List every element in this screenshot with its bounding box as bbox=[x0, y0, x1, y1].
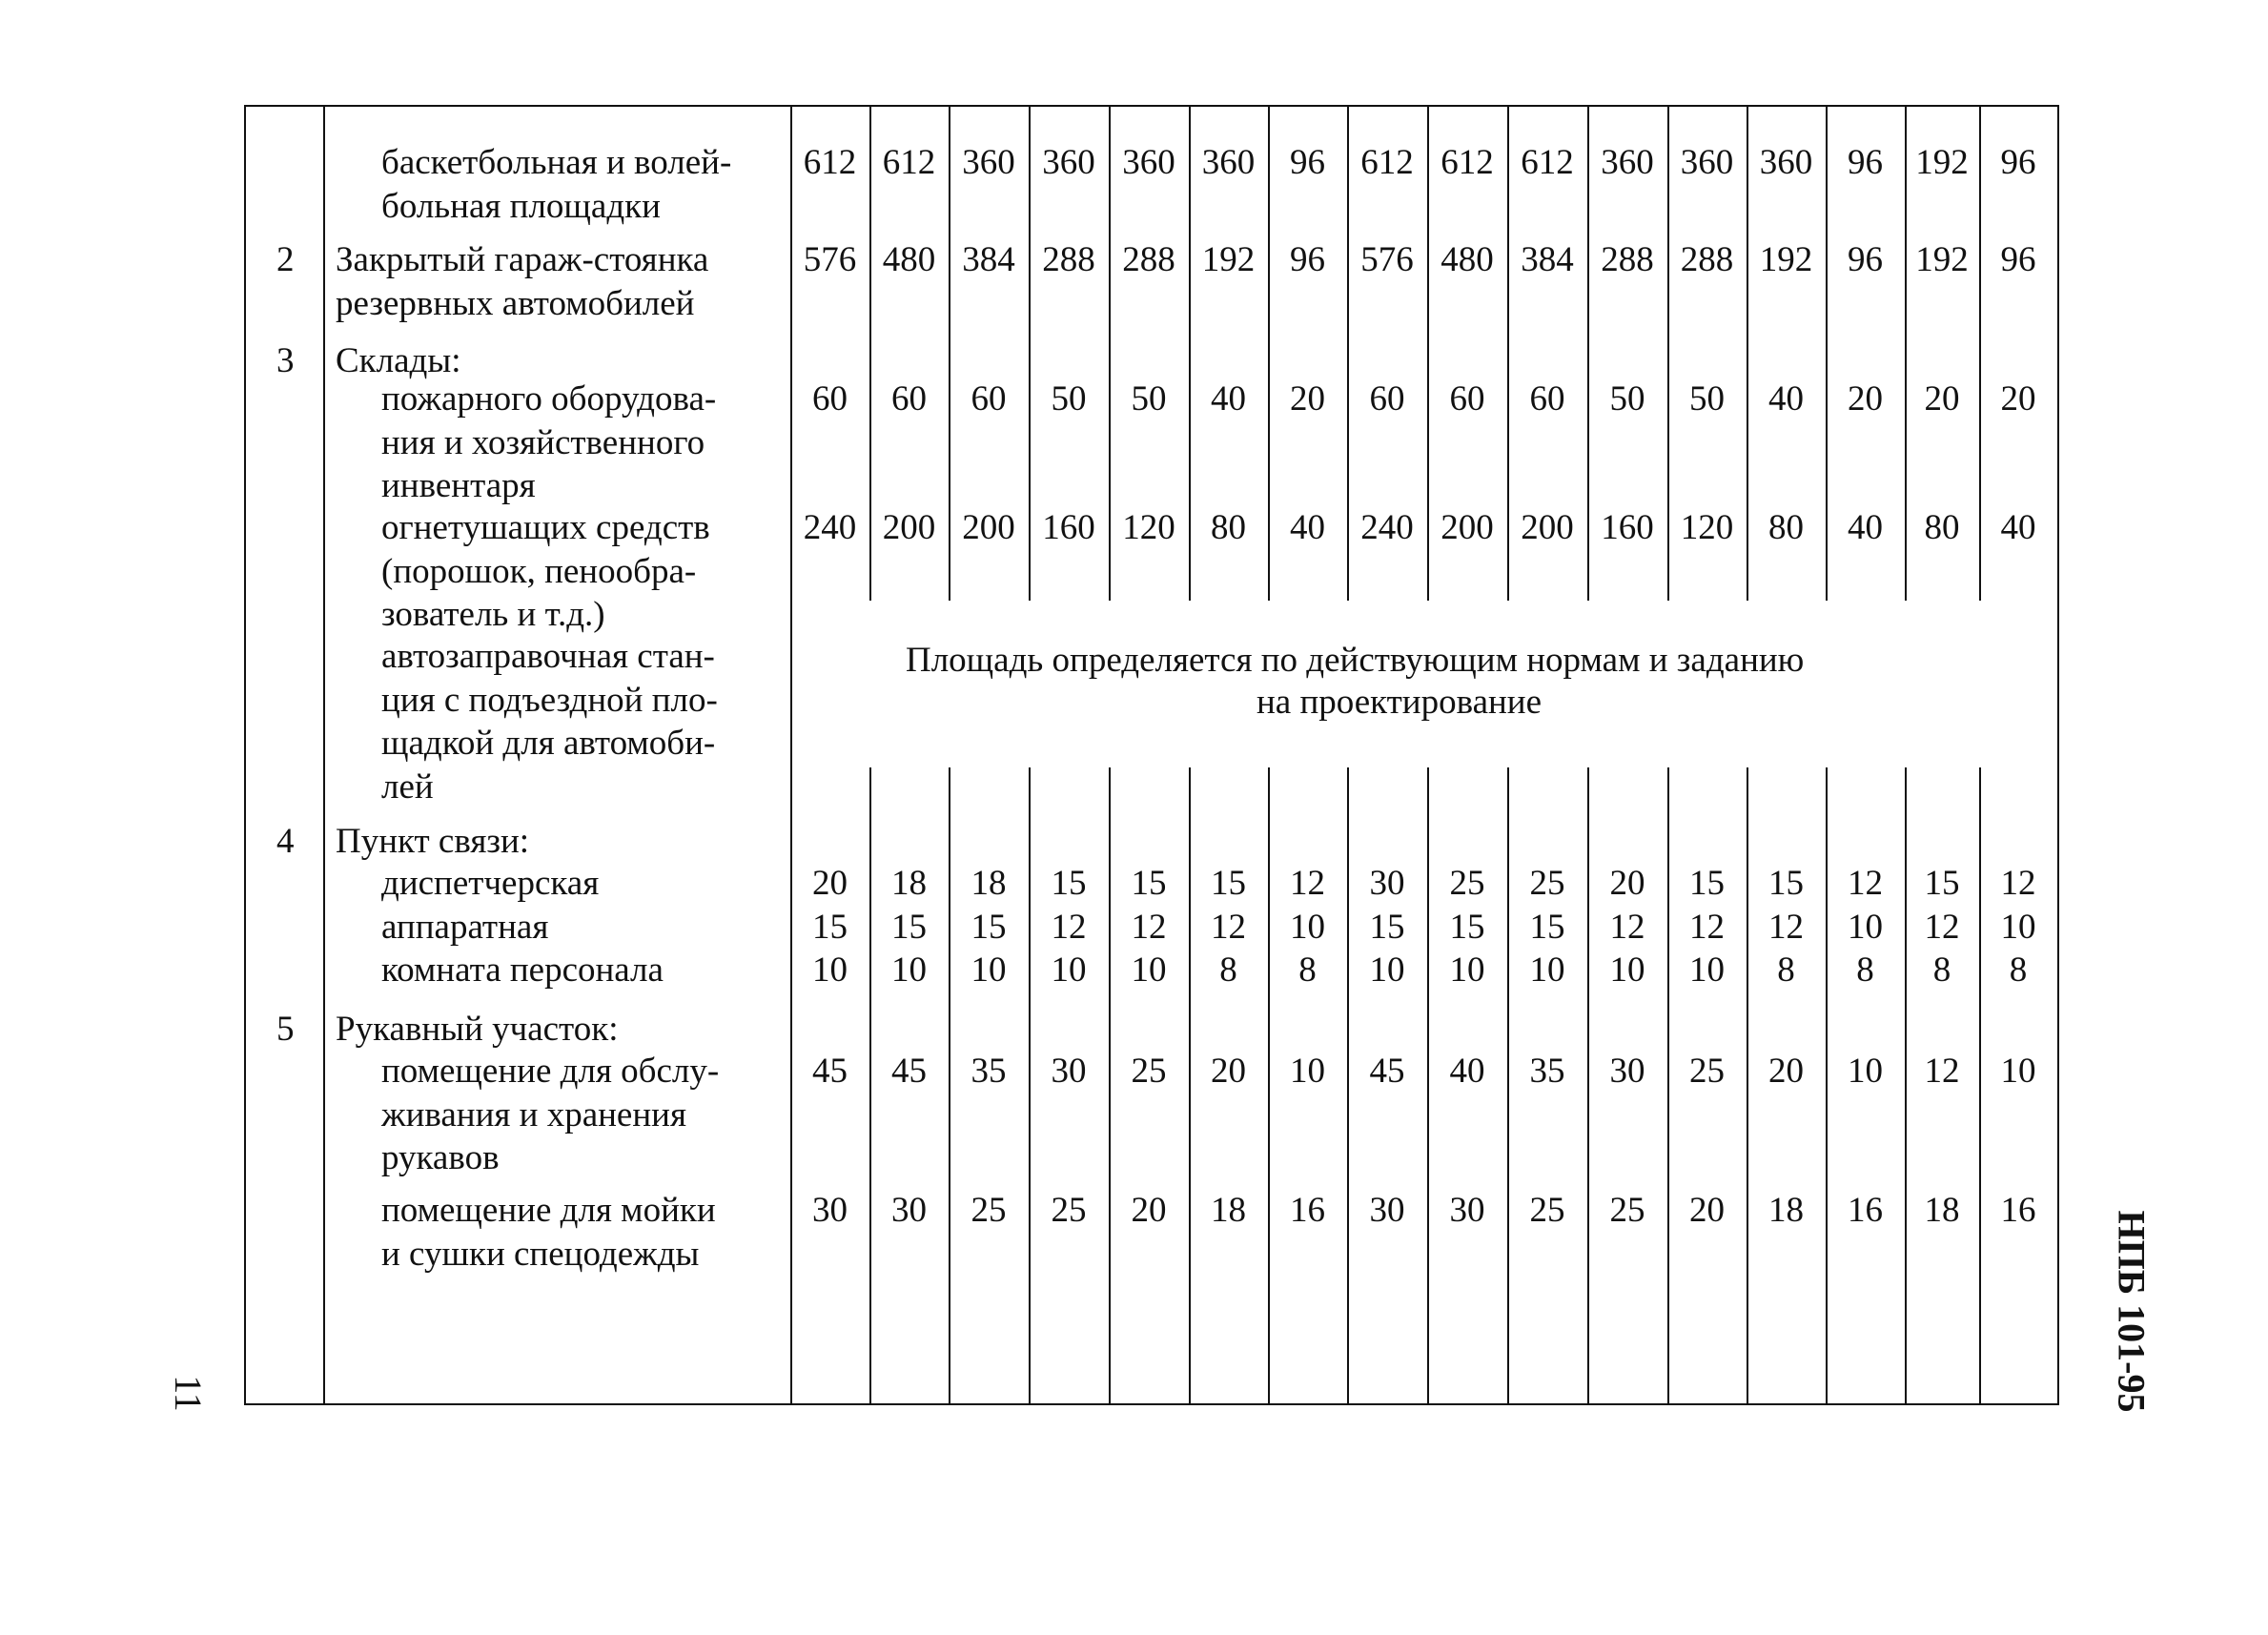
value-cell: 80 bbox=[1211, 508, 1246, 547]
value-cell: 10 bbox=[971, 950, 1007, 990]
value-cell: 10 bbox=[1689, 950, 1725, 990]
value-cell: 12 bbox=[1051, 908, 1087, 947]
value-cell: 360 bbox=[1601, 143, 1654, 182]
value-cell: 288 bbox=[1042, 240, 1095, 279]
row-label-line: щадкой для автомоби- bbox=[381, 724, 716, 763]
value-cell: 12 bbox=[2000, 864, 2036, 903]
value-cell: 10 bbox=[1529, 950, 1565, 990]
value-cell: 15 bbox=[1369, 908, 1405, 947]
document-code: НПБ 101-95 bbox=[2110, 1210, 2154, 1413]
row-label-line: Склады: bbox=[336, 341, 461, 380]
value-cell: 50 bbox=[1609, 379, 1645, 419]
value-cell: 612 bbox=[1440, 143, 1494, 182]
value-cell: 12 bbox=[1290, 864, 1325, 903]
value-cell: 18 bbox=[1211, 1191, 1246, 1230]
value-cell: 15 bbox=[812, 908, 848, 947]
value-cell: 12 bbox=[1924, 1052, 1960, 1091]
value-cell: 25 bbox=[1051, 1191, 1087, 1230]
row-label-line: баскетбольная и волей- bbox=[381, 143, 732, 182]
value-cell: 40 bbox=[1290, 508, 1325, 547]
value-cell: 10 bbox=[2000, 1052, 2036, 1091]
value-cell: 360 bbox=[1680, 143, 1734, 182]
value-cell: 8 bbox=[1219, 950, 1237, 990]
value-cell: 45 bbox=[1369, 1052, 1405, 1091]
row-label-line: живания и хранения bbox=[381, 1094, 686, 1134]
value-cell: 18 bbox=[971, 864, 1007, 903]
row-number: 3 bbox=[276, 341, 295, 380]
value-cell: 160 bbox=[1042, 508, 1095, 547]
value-cell: 240 bbox=[1360, 508, 1414, 547]
value-cell: 30 bbox=[1369, 864, 1405, 903]
row-number: 4 bbox=[276, 822, 295, 861]
value-cell: 576 bbox=[1360, 240, 1414, 279]
value-cell: 20 bbox=[1924, 379, 1960, 419]
value-cell: 50 bbox=[1051, 379, 1087, 419]
value-cell: 40 bbox=[2000, 508, 2036, 547]
value-cell: 80 bbox=[1768, 508, 1804, 547]
value-cell: 612 bbox=[1521, 143, 1574, 182]
value-cell: 200 bbox=[1440, 508, 1494, 547]
value-cell: 40 bbox=[1211, 379, 1246, 419]
value-cell: 8 bbox=[1777, 950, 1795, 990]
value-cell: 20 bbox=[1131, 1191, 1167, 1230]
row-label-line: автозаправочная стан- bbox=[381, 637, 715, 676]
value-cell: 10 bbox=[1290, 1052, 1325, 1091]
page-number: 11 bbox=[166, 1375, 210, 1412]
value-cell: 200 bbox=[882, 508, 936, 547]
value-cell: 40 bbox=[1768, 379, 1804, 419]
value-cell: 288 bbox=[1601, 240, 1654, 279]
value-cell: 8 bbox=[1856, 950, 1874, 990]
value-cell: 60 bbox=[1449, 379, 1485, 419]
value-cell: 192 bbox=[1201, 240, 1256, 279]
row-label-line: (порошок, пенообра- bbox=[381, 551, 697, 591]
value-cell: 20 bbox=[1848, 379, 1883, 419]
table-top-rule bbox=[244, 105, 2059, 107]
value-cell: 120 bbox=[1122, 508, 1175, 547]
value-cell: 35 bbox=[1529, 1052, 1565, 1091]
value-cell: 10 bbox=[891, 950, 927, 990]
value-cell: 45 bbox=[891, 1052, 927, 1091]
value-cell: 30 bbox=[812, 1191, 848, 1230]
value-cell: 200 bbox=[1521, 508, 1574, 547]
merged-note-line-1: Площадь определяется по действующим нормам и заданию bbox=[906, 641, 1805, 680]
value-cell: 96 bbox=[1290, 240, 1325, 279]
row-label-line: зователь и т.д.) bbox=[381, 595, 605, 634]
value-cell: 15 bbox=[1051, 864, 1087, 903]
value-cell: 25 bbox=[971, 1191, 1007, 1230]
value-cell: 384 bbox=[962, 240, 1015, 279]
value-cell: 16 bbox=[1290, 1191, 1325, 1230]
value-cell: 384 bbox=[1521, 240, 1574, 279]
value-cell: 50 bbox=[1131, 379, 1167, 419]
row-label-line: больная площадки bbox=[381, 186, 661, 226]
value-cell: 30 bbox=[1609, 1052, 1645, 1091]
value-cell: 20 bbox=[1609, 864, 1645, 903]
table-right-rule bbox=[2057, 105, 2059, 1405]
value-cell: 10 bbox=[1848, 908, 1883, 947]
value-cell: 25 bbox=[1689, 1052, 1725, 1091]
value-cell: 8 bbox=[1932, 950, 1951, 990]
merged-note-line-2: на проектирование bbox=[1257, 683, 1543, 722]
row-label-line: рукавов bbox=[381, 1138, 500, 1177]
value-cell: 40 bbox=[1449, 1052, 1485, 1091]
value-cell: 15 bbox=[1529, 908, 1565, 947]
value-cell: 25 bbox=[1131, 1052, 1167, 1091]
value-cell: 10 bbox=[1449, 950, 1485, 990]
value-cell: 480 bbox=[882, 240, 936, 279]
row-label-line: инвентаря bbox=[381, 466, 536, 505]
value-cell: 160 bbox=[1601, 508, 1654, 547]
row-number: 2 bbox=[276, 240, 295, 279]
value-cell: 360 bbox=[1201, 143, 1256, 182]
value-cell: 15 bbox=[1211, 864, 1246, 903]
value-cell: 12 bbox=[1768, 908, 1804, 947]
value-cell: 12 bbox=[1924, 908, 1960, 947]
value-cell: 20 bbox=[1290, 379, 1325, 419]
value-cell: 612 bbox=[882, 143, 936, 182]
value-cell: 60 bbox=[971, 379, 1007, 419]
value-cell: 20 bbox=[2000, 379, 2036, 419]
row-label-line: пожарного оборудова- bbox=[381, 379, 717, 419]
value-cell: 15 bbox=[1449, 908, 1485, 947]
row-label-line: ция с подъездной пло- bbox=[381, 680, 718, 720]
value-cell: 15 bbox=[971, 908, 1007, 947]
row-label-line: помещение для мойки bbox=[381, 1191, 716, 1230]
value-cell: 360 bbox=[1122, 143, 1175, 182]
value-cell: 12 bbox=[1848, 864, 1883, 903]
number-column-rule bbox=[323, 105, 325, 1405]
value-cell: 360 bbox=[962, 143, 1015, 182]
value-cell: 10 bbox=[1848, 1052, 1883, 1091]
value-cell: 60 bbox=[891, 379, 927, 419]
value-cell: 10 bbox=[1051, 950, 1087, 990]
value-cell: 288 bbox=[1122, 240, 1175, 279]
value-cell: 18 bbox=[1924, 1191, 1960, 1230]
value-cell: 288 bbox=[1680, 240, 1734, 279]
row-label-line: диспетчерская bbox=[381, 864, 600, 903]
value-cell: 40 bbox=[1848, 508, 1883, 547]
value-cell: 30 bbox=[1449, 1191, 1485, 1230]
value-cell: 192 bbox=[1759, 240, 1813, 279]
row-label-line: Закрытый гараж-стоянка bbox=[336, 240, 709, 279]
row-label-line: лей bbox=[381, 766, 434, 807]
value-cell: 480 bbox=[1440, 240, 1494, 279]
row-label-line: Рукавный участок: bbox=[336, 1010, 619, 1049]
value-cell: 20 bbox=[1211, 1052, 1246, 1091]
value-cell: 8 bbox=[2009, 950, 2028, 990]
value-cell: 612 bbox=[803, 143, 857, 182]
value-cell: 192 bbox=[1915, 240, 1969, 279]
value-cell: 612 bbox=[1360, 143, 1414, 182]
row-number: 5 bbox=[276, 1010, 295, 1049]
value-cell: 20 bbox=[812, 864, 848, 903]
value-cell: 12 bbox=[1131, 908, 1167, 947]
value-cell: 15 bbox=[1924, 864, 1960, 903]
value-cell: 12 bbox=[1211, 908, 1246, 947]
row-label-line: ния и хозяйственного bbox=[381, 422, 705, 462]
value-cell: 25 bbox=[1529, 864, 1565, 903]
value-cell: 96 bbox=[2000, 143, 2036, 182]
value-cell: 120 bbox=[1680, 508, 1734, 547]
value-cell: 15 bbox=[1131, 864, 1167, 903]
value-cell: 10 bbox=[1369, 950, 1405, 990]
row-label-line: комната персонала bbox=[381, 950, 664, 990]
value-cell: 30 bbox=[1369, 1191, 1405, 1230]
value-cell: 60 bbox=[1369, 379, 1405, 419]
value-cell: 10 bbox=[1290, 908, 1325, 947]
value-cell: 50 bbox=[1689, 379, 1725, 419]
value-cell: 15 bbox=[891, 908, 927, 947]
value-cell: 240 bbox=[803, 508, 857, 547]
value-cell: 12 bbox=[1689, 908, 1725, 947]
row-label-line: аппаратная bbox=[381, 908, 549, 947]
value-cell: 192 bbox=[1915, 143, 1969, 182]
value-cell: 20 bbox=[1768, 1052, 1804, 1091]
value-cell: 576 bbox=[803, 240, 857, 279]
row-label-line: Пункт связи: bbox=[336, 822, 530, 861]
value-cell: 10 bbox=[812, 950, 848, 990]
value-cell: 30 bbox=[891, 1191, 927, 1230]
value-cell: 18 bbox=[1768, 1191, 1804, 1230]
value-cell: 96 bbox=[1848, 143, 1883, 182]
value-cell: 45 bbox=[812, 1052, 848, 1091]
value-cell: 25 bbox=[1529, 1191, 1565, 1230]
value-cell: 15 bbox=[1689, 864, 1725, 903]
row-label-line: и сушки спецодежды bbox=[381, 1234, 700, 1274]
value-cell: 25 bbox=[1449, 864, 1485, 903]
row-label-line: огнетушащих средств bbox=[381, 508, 710, 547]
value-cell: 35 bbox=[971, 1052, 1007, 1091]
table-bottom-rule bbox=[244, 1403, 2059, 1405]
value-cell: 16 bbox=[1848, 1191, 1883, 1230]
row-label-line: резервных автомобилей bbox=[336, 283, 695, 323]
value-cell: 10 bbox=[2000, 908, 2036, 947]
value-cell: 10 bbox=[1609, 950, 1645, 990]
value-cell: 8 bbox=[1298, 950, 1317, 990]
value-cell: 18 bbox=[891, 864, 927, 903]
value-cell: 80 bbox=[1924, 508, 1960, 547]
value-cell: 96 bbox=[1290, 143, 1325, 182]
row-label-line: помещение для обслу- bbox=[381, 1052, 720, 1091]
value-cell: 25 bbox=[1609, 1191, 1645, 1230]
value-cell: 10 bbox=[1131, 950, 1167, 990]
value-cell: 60 bbox=[812, 379, 848, 419]
value-cell: 60 bbox=[1529, 379, 1565, 419]
value-cell: 96 bbox=[1848, 240, 1883, 279]
value-cell: 15 bbox=[1768, 864, 1804, 903]
value-cell: 16 bbox=[2000, 1191, 2036, 1230]
value-cell: 96 bbox=[2000, 240, 2036, 279]
table-left-rule bbox=[244, 105, 246, 1405]
value-cell: 30 bbox=[1051, 1052, 1087, 1091]
value-cell: 200 bbox=[962, 508, 1015, 547]
value-cell: 360 bbox=[1042, 143, 1095, 182]
value-cell: 360 bbox=[1759, 143, 1813, 182]
value-cell: 12 bbox=[1609, 908, 1645, 947]
value-cell: 20 bbox=[1689, 1191, 1725, 1230]
